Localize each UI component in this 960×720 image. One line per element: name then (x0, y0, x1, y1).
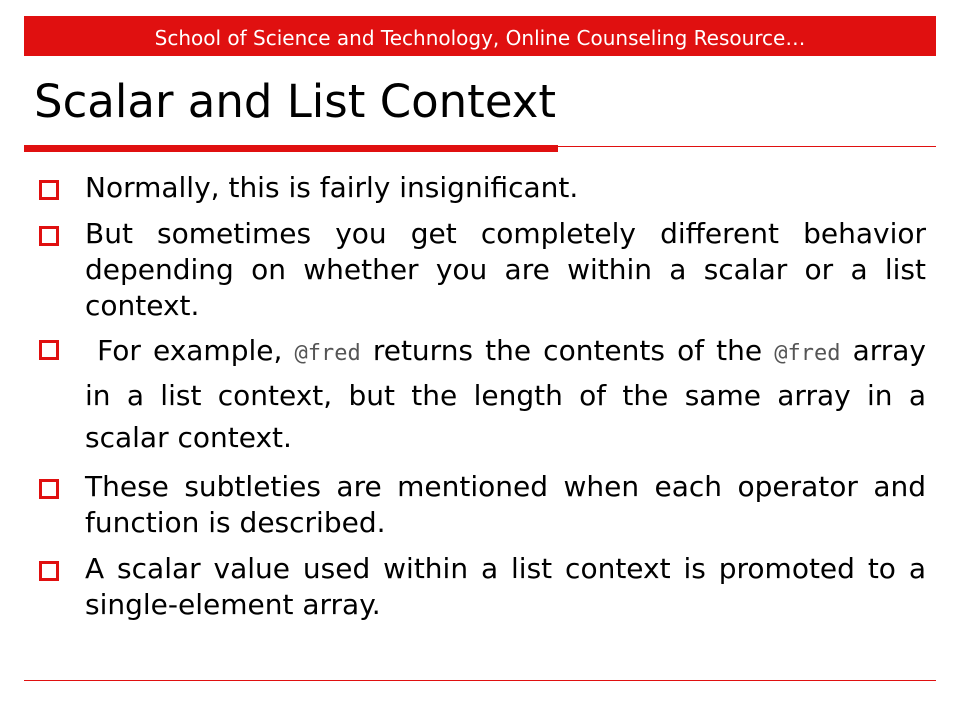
bullet-text-middle: returns the contents of the (360, 334, 775, 367)
hollow-square-bullet-icon (39, 479, 59, 499)
bullet-text: These subtleties are mentioned when each operator and function is described. (85, 470, 926, 539)
bullet-item (36, 330, 926, 459)
bullet-list (36, 170, 926, 633)
hollow-square-bullet-icon (39, 226, 59, 246)
code-fred: @fred (294, 341, 361, 366)
bullet-item (36, 469, 926, 541)
bullet-text: Normally, this is fairly insignificant. (85, 171, 579, 204)
bullet-text: A scalar value used within a list context is promoted to a single-element array. (85, 552, 926, 621)
bullet-item (36, 551, 926, 623)
footer-rule (24, 680, 936, 681)
title-underline-thin (558, 146, 936, 147)
hollow-square-bullet-icon (39, 180, 59, 200)
bullet-text-end: array in a list context, but the length of the same array in a scalar context. (85, 334, 926, 454)
title-underline-thick (24, 145, 558, 152)
header-bar (24, 16, 936, 56)
bullet-item (36, 170, 926, 206)
bullet-text-start: For example, (85, 334, 295, 367)
hollow-square-bullet-icon (39, 340, 59, 360)
bullet-item (36, 216, 926, 324)
code-fred: @fred (774, 341, 841, 366)
hollow-square-bullet-icon (39, 561, 59, 581)
header-text: School of Science and Technology, Online Counseling Resource… (154, 26, 806, 50)
slide-title: Scalar and List Context (34, 75, 556, 128)
bullet-text: But sometimes you get completely different behavior depending on whether you are within a scalar or a list context. (85, 217, 926, 322)
